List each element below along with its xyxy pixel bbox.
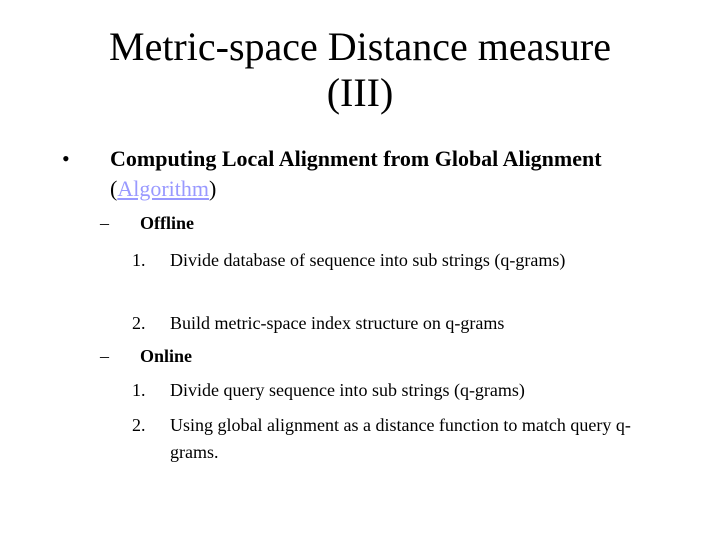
- offline-dash: –: [100, 213, 109, 233]
- title-line-1: Metric-space Distance measure: [109, 24, 611, 69]
- bullet-heading: Computing Local Alignment from Global Alignment: [110, 146, 602, 171]
- item-text: Using global alignment as a distance function to match query q-grams.: [170, 415, 631, 462]
- bullet-text: [110, 144, 670, 204]
- item-text: Divide database of sequence into sub strings (q-grams): [170, 250, 566, 270]
- online-label: Online: [140, 346, 193, 366]
- title-line-2: (III): [326, 70, 394, 115]
- algorithm-link[interactable]: Algorithm: [117, 176, 209, 201]
- item-text: Divide query sequence into sub strings (q-grams): [170, 380, 525, 400]
- slide-title: [0, 24, 720, 116]
- bullet-marker: •: [62, 146, 70, 171]
- item-number: 2.: [132, 415, 146, 435]
- item-number: 1.: [132, 380, 146, 400]
- item-number: 2.: [132, 313, 146, 333]
- paren-open: (: [110, 176, 118, 201]
- paren-close: ): [209, 176, 217, 201]
- online-dash: –: [100, 346, 109, 366]
- item-text: Build metric-space index structure on q-grams: [170, 313, 505, 333]
- offline-label: Offline: [140, 213, 194, 233]
- item-number: 1.: [132, 250, 146, 270]
